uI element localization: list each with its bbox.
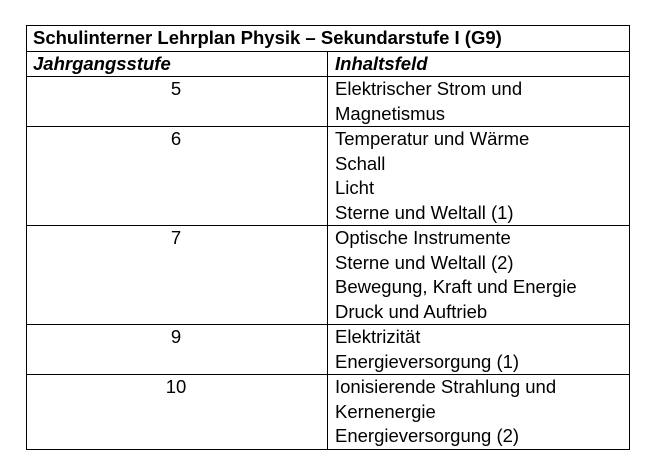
table-row [27, 325, 630, 375]
curriculum-table [26, 25, 630, 450]
field-line: Energieversorgung (1) [335, 350, 520, 372]
header-grade: Jahrgangsstufe [27, 51, 328, 77]
field-line: Sterne und Weltall (1) [335, 201, 514, 223]
table-title: Schulinterner Lehrplan Physik – Sekundarstufe I (G9) [27, 26, 630, 52]
header-row [27, 51, 630, 77]
table-row [27, 226, 630, 325]
field-cell [328, 375, 630, 450]
field-line: Schall [335, 152, 386, 174]
grade-cell: 6 [27, 127, 328, 226]
table-row [27, 127, 630, 226]
header-field: Inhaltsfeld [328, 51, 630, 77]
field-line: Elektrischer Strom und [335, 78, 523, 99]
field-line: Optische Instrumente [335, 227, 511, 248]
grade-cell: 7 [27, 226, 328, 325]
table-row [27, 77, 630, 127]
field-line: Sterne und Weltall (2) [335, 251, 514, 273]
field-line: Elektrizität [335, 326, 421, 347]
field-cell [328, 127, 630, 226]
field-line: Ionisierende Strahlung und [335, 376, 557, 397]
field-line: Temperatur und Wärme [335, 128, 530, 149]
field-line: Druck und Auftrieb [335, 300, 488, 322]
field-cell [328, 77, 630, 127]
title-row [27, 26, 630, 52]
grade-cell: 9 [27, 325, 328, 375]
grade-cell: 10 [27, 375, 328, 450]
table-row [27, 375, 630, 450]
field-line: Kernenergie [335, 400, 436, 422]
grade-cell: 5 [27, 77, 328, 127]
field-line: Magnetismus [335, 102, 446, 124]
field-line: Licht [335, 177, 375, 198]
field-line: Bewegung, Kraft und Energie [335, 276, 577, 297]
field-line: Energieversorgung (2) [335, 425, 520, 446]
field-cell [328, 325, 630, 375]
field-cell [328, 226, 630, 325]
